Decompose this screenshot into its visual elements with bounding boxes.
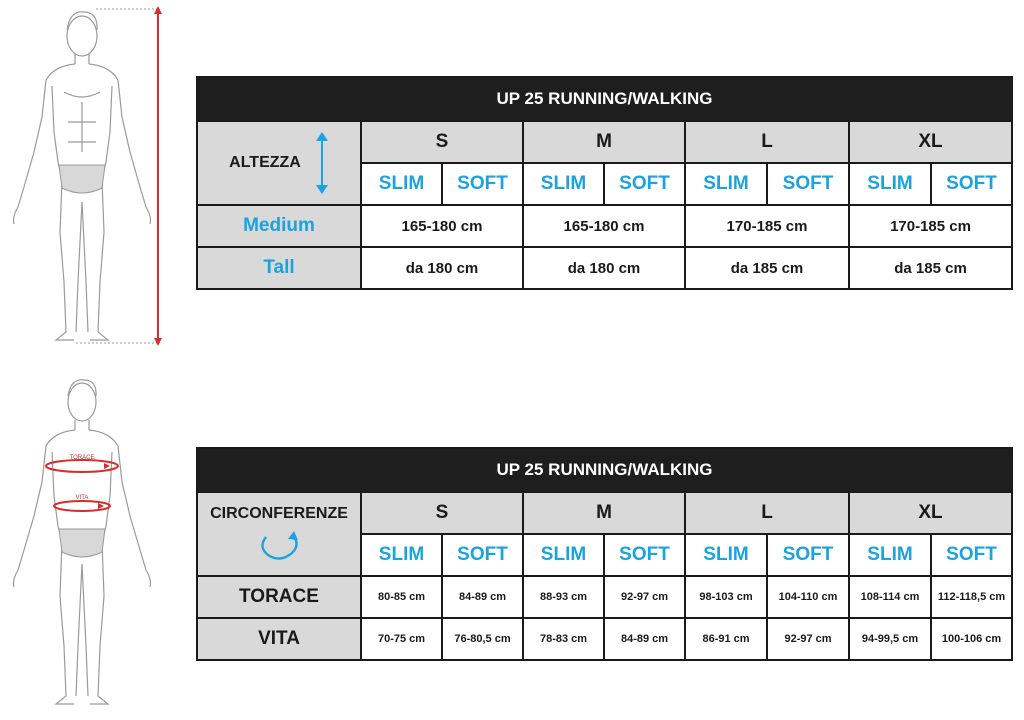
circular-arrow-icon [254, 527, 304, 563]
height-value: da 180 cm [361, 247, 523, 289]
row-label-medium: Medium [197, 205, 361, 247]
table-title: UP 25 RUNNING/WALKING [197, 77, 1012, 121]
fit-header-slim: SLIM [361, 534, 442, 576]
circumference-value: 86-91 cm [685, 618, 767, 660]
fit-header-slim: SLIM [685, 163, 767, 205]
circumference-value: 76-80,5 cm [442, 618, 523, 660]
fit-header-slim: SLIM [523, 163, 604, 205]
table-row [197, 205, 1012, 247]
circumference-value: 100-106 cm [931, 618, 1012, 660]
circumference-body-figure [4, 374, 164, 720]
circumference-value: 70-75 cm [361, 618, 442, 660]
size-header-l: L [685, 121, 849, 163]
fit-header-slim: SLIM [849, 534, 931, 576]
fit-header-soft: SOFT [931, 534, 1012, 576]
height-value: 170-185 cm [685, 205, 849, 247]
size-header-m: M [523, 121, 685, 163]
fit-header-soft: SOFT [442, 534, 523, 576]
height-value: 170-185 cm [849, 205, 1012, 247]
table-row [197, 618, 1012, 660]
row-label-tall: Tall [197, 247, 361, 289]
height-value: da 185 cm [685, 247, 849, 289]
table-row [197, 247, 1012, 289]
fit-header-soft: SOFT [767, 163, 849, 205]
fit-header-soft: SOFT [604, 534, 685, 576]
size-header-s: S [361, 121, 523, 163]
circumference-value: 108-114 cm [849, 576, 931, 618]
height-arrow-icon [154, 6, 162, 346]
circumference-value: 80-85 cm [361, 576, 442, 618]
circumference-value: 84-89 cm [604, 618, 685, 660]
size-header-xl: XL [849, 121, 1012, 163]
row-label-torace: TORACE [197, 576, 361, 618]
circonferenze-header [197, 492, 361, 576]
table-row [197, 576, 1012, 618]
circumference-value: 78-83 cm [523, 618, 604, 660]
size-header-xl: XL [849, 492, 1012, 534]
waist-label: VITA [75, 495, 89, 501]
fit-header-slim: SLIM [849, 163, 931, 205]
fit-header-slim: SLIM [523, 534, 604, 576]
height-size-table [196, 76, 1013, 290]
height-body-figure [4, 2, 174, 348]
altezza-header [197, 121, 361, 205]
circumference-value: 104-110 cm [767, 576, 849, 618]
circonferenze-label: CIRCONFERENZE [210, 505, 348, 522]
fit-header-soft: SOFT [767, 534, 849, 576]
size-header-s: S [361, 492, 523, 534]
vertical-double-arrow-icon [315, 132, 329, 194]
height-value: 165-180 cm [523, 205, 685, 247]
fit-header-soft: SOFT [931, 163, 1012, 205]
circumference-value: 84-89 cm [442, 576, 523, 618]
circumference-value: 94-99,5 cm [849, 618, 931, 660]
size-header-l: L [685, 492, 849, 534]
circumference-value: 88-93 cm [523, 576, 604, 618]
circumference-size-table [196, 447, 1013, 661]
altezza-label: ALTEZZA [229, 154, 301, 171]
circumference-value: 112-118,5 cm [931, 576, 1012, 618]
size-header-m: M [523, 492, 685, 534]
chest-label: TORACE [69, 455, 95, 461]
circumference-value: 98-103 cm [685, 576, 767, 618]
height-value: 165-180 cm [361, 205, 523, 247]
row-label-vita: VITA [197, 618, 361, 660]
fit-header-soft: SOFT [604, 163, 685, 205]
height-value: da 180 cm [523, 247, 685, 289]
table-title: UP 25 RUNNING/WALKING [197, 448, 1012, 492]
height-value: da 185 cm [849, 247, 1012, 289]
fit-header-slim: SLIM [685, 534, 767, 576]
circumference-value: 92-97 cm [767, 618, 849, 660]
fit-header-soft: SOFT [442, 163, 523, 205]
fit-header-slim: SLIM [361, 163, 442, 205]
circumference-value: 92-97 cm [604, 576, 685, 618]
